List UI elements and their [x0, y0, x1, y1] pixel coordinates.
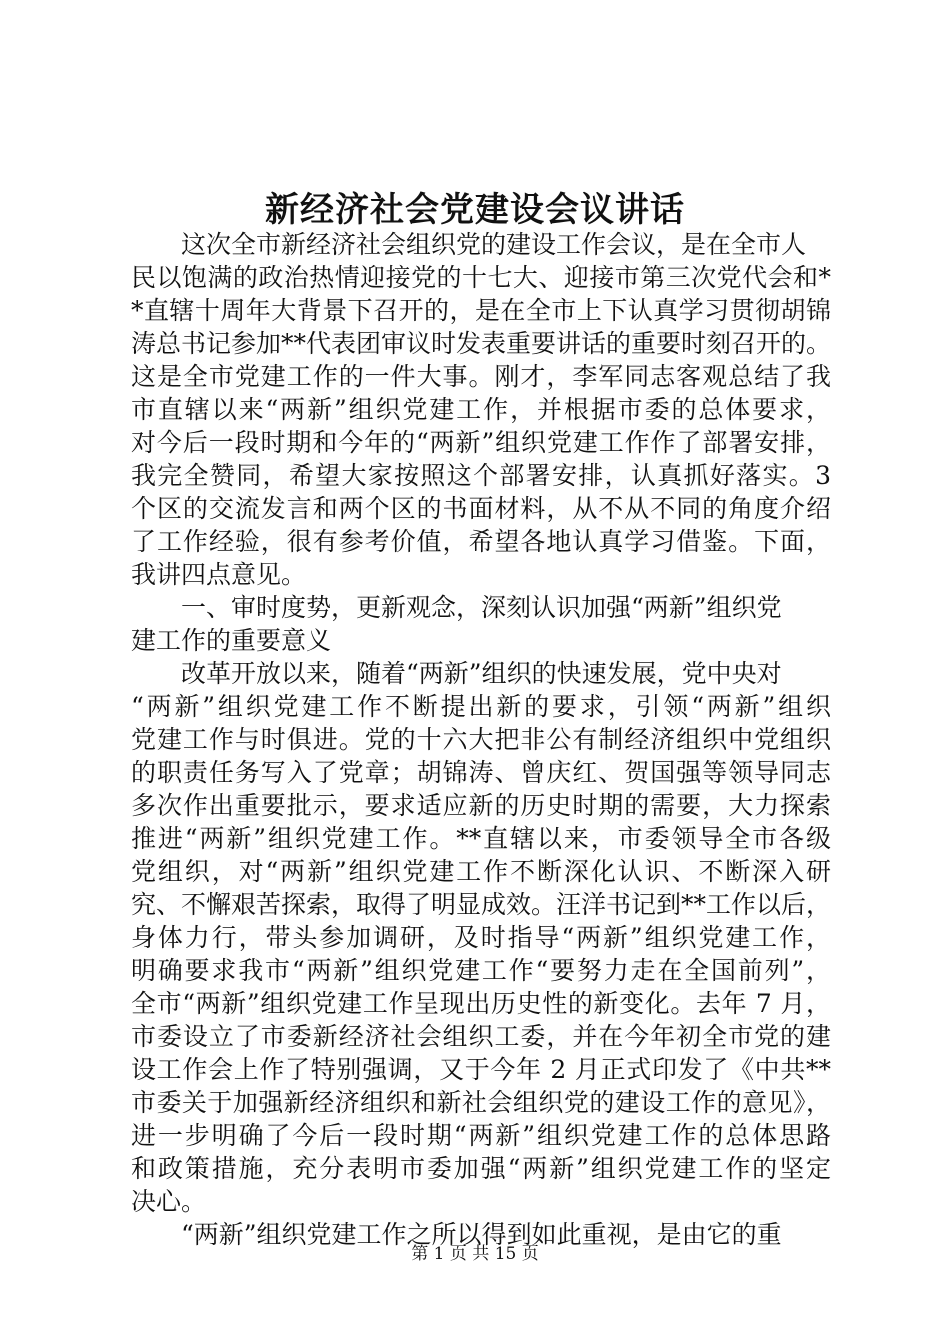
text-line: 明确要求我市“两新”组织党建工作“要努力走在全国前列”， [131, 956, 831, 985]
section-heading-line: 建工作的重要意义 [131, 626, 332, 655]
text-line: 市直辖以来“两新”组织党建工作，并根据市委的总体要求， [131, 395, 831, 424]
text-line: “两新”组织党建工作之所以得到如此重视，是由它的重 [181, 1220, 782, 1249]
text-line: 的职责任务写入了党章；胡锦涛、曾庆红、贺国强等领导同志 [131, 758, 831, 787]
document-title: 新经济社会党建设会议讲话 [265, 190, 685, 230]
text-line: 身体力行，带头参加调研，及时指导“两新”组织党建工作， [131, 923, 831, 952]
text-line: 个区的交流发言和两个区的书面材料，从不从不同的角度介绍 [131, 494, 831, 523]
text-line: 我完全赞同，希望大家按照这个部署安排，认真抓好落实。3 [131, 461, 831, 490]
text-line: 和政策措施，充分表明市委加强“两新”组织党建工作的坚定 [131, 1154, 831, 1183]
text-line: 改革开放以来，随着“两新”组织的快速发展，党中央对 [181, 659, 782, 688]
text-line: 这是全市党建工作的一件大事。刚才，李军同志客观总结了我 [131, 362, 831, 391]
text-line: 民以饱满的政治热情迎接党的十七大、迎接市第三次党代会和* [131, 263, 831, 292]
text-line: *直辖十周年大背景下召开的，是在全市上下认真学习贯彻胡锦 [131, 296, 831, 325]
document-body [131, 228, 831, 1251]
text-line: 对今后一段时期和今年的“两新”组织党建工作作了部署安排， [131, 428, 831, 457]
text-line: 推进“两新”组织党建工作。**直辖以来，市委领导全市各级 [131, 824, 831, 853]
page-number-footer: 第 1 页 共 15 页 [411, 1244, 539, 1264]
section-heading-line: 一、审时度势，更新观念，深刻认识加强“两新”组织党 [181, 593, 782, 622]
text-line: 涛总书记参加**代表团审议时发表重要讲话的重要时刻召开的。 [131, 329, 831, 358]
text-line: 全市“两新”组织党建工作呈现出历史性的新变化。去年 7 月， [131, 989, 831, 1018]
text-line: “两新”组织党建工作不断提出新的要求，引领“两新”组织 [131, 692, 831, 721]
text-line: 进一步明确了今后一段时期“两新”组织党建工作的总体思路 [131, 1121, 831, 1150]
text-line: 了工作经验，很有参考价值，希望各地认真学习借鉴。下面， [131, 527, 831, 556]
text-line: 多次作出重要批示，要求适应新的历史时期的需要，大力探索 [131, 791, 831, 820]
text-line: 市委设立了市委新经济社会组织工委，并在今年初全市党的建 [131, 1022, 831, 1051]
text-line: 党组织，对“两新”组织党建工作不断深化认识、不断深入研 [131, 857, 831, 886]
text-line: 究、不懈艰苦探索，取得了明显成效。汪洋书记到**工作以后， [131, 890, 831, 919]
text-line: 市委关于加强新经济组织和新社会组织党的建设工作的意见》， [131, 1088, 831, 1117]
text-line: 党建工作与时俱进。党的十六大把非公有制经济组织中党组织 [131, 725, 831, 754]
text-line: 这次全市新经济社会组织党的建设工作会议，是在全市人 [181, 230, 807, 259]
text-line: 设工作会上作了特别强调，又于今年 2 月正式印发了《中共** [131, 1055, 831, 1084]
text-line: 我讲四点意见。 [131, 560, 307, 589]
text-line: 决心。 [131, 1187, 207, 1216]
